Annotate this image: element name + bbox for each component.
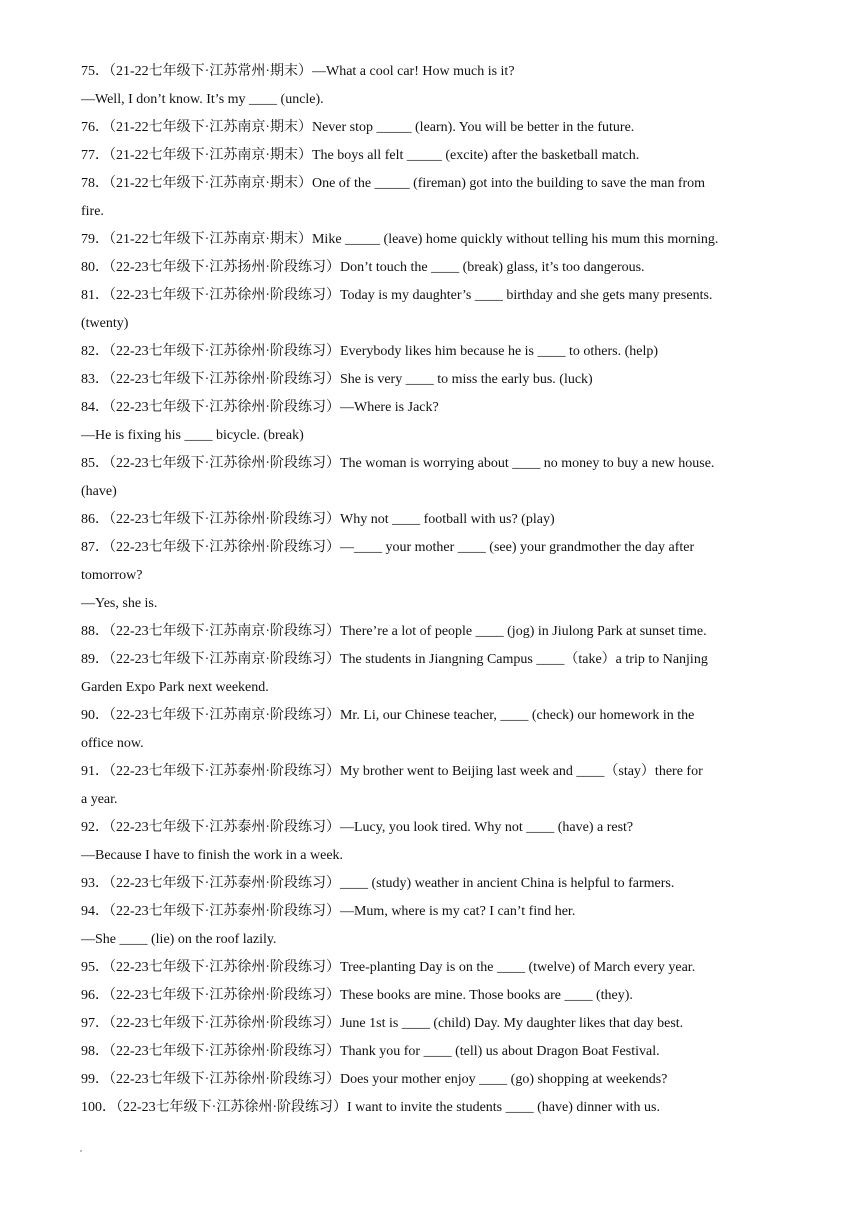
question-84-answer-line: —He is fixing his ____ bicycle. (break) (81, 428, 304, 443)
question-78-continuation: fire. (81, 204, 104, 219)
question-75: 75．（21-22七年级下·江苏常州·期末）—What a cool car! How much is it? (81, 64, 515, 79)
question-92-answer-line: —Because I have to finish the work in a week. (81, 848, 344, 863)
question-81-continuation: (twenty) (81, 316, 129, 331)
question-76: 76．（21-22七年级下·江苏南京·期末）Never stop _____ (learn). You will be better in the future. (81, 120, 635, 135)
question-90-continuation: office now. (81, 736, 144, 751)
question-80: 80．（22-23七年级下·江苏扬州·阶段练习）Don’t touch the ____ (break) glass, it’s too dangerous. (81, 260, 645, 275)
question-91: 91．（22-23七年级下·江苏泰州·阶段练习）My brother went to Beijing last week and ____（stay）there for (81, 764, 703, 779)
question-87-continuation: tomorrow? (81, 568, 143, 583)
question-89: 89．（22-23七年级下·江苏南京·阶段练习）The students in Jiangning Campus ____（take）a trip to Nanjing (81, 652, 708, 667)
question-90: 90．（22-23七年级下·江苏南京·阶段练习）Mr. Li, our Chinese teacher, ____ (check) our homework in the (81, 708, 695, 723)
question-83: 83．（22-23七年级下·江苏徐州·阶段练习）She is very ____ to miss the early bus. (luck) (81, 372, 593, 387)
question-86: 86．（22-23七年级下·江苏徐州·阶段练习）Why not ____ football with us? (play) (81, 512, 555, 527)
question-96: 96．（22-23七年级下·江苏徐州·阶段练习）These books are mine. Those books are ____ (they). (81, 988, 633, 1003)
page-footer-mark (80, 1150, 82, 1152)
question-list (81, 58, 781, 1122)
question-98: 98．（22-23七年级下·江苏徐州·阶段练习）Thank you for ____ (tell) us about Dragon Boat Festival. (81, 1044, 660, 1059)
question-85-continuation: (have) (81, 484, 117, 499)
question-93: 93．（22-23七年级下·江苏泰州·阶段练习）____ (study) weather in ancient China is helpful to farmers. (81, 876, 675, 891)
question-91-continuation: a year. (81, 792, 118, 807)
question-95: 95．（22-23七年级下·江苏徐州·阶段练习）Tree-planting Day is on the ____ (twelve) of March every year. (81, 960, 696, 975)
question-97: 97．（22-23七年级下·江苏徐州·阶段练习）June 1st is ____ (child) Day. My daughter likes that day best. (81, 1016, 684, 1031)
question-78: 78．（21-22七年级下·江苏南京·期末）One of the _____ (fireman) got into the building to save the man from (81, 176, 706, 191)
question-84: 84．（22-23七年级下·江苏徐州·阶段练习）—Where is Jack? (81, 400, 439, 415)
question-94: 94．（22-23七年级下·江苏泰州·阶段练习）—Mum, where is my cat? I can’t find her. (81, 904, 576, 919)
question-92: 92．（22-23七年级下·江苏泰州·阶段练习）—Lucy, you look tired. Why not ____ (have) a rest? (81, 820, 634, 835)
question-82: 82．（22-23七年级下·江苏徐州·阶段练习）Everybody likes him because he is ____ to others. (help) (81, 344, 659, 359)
question-94-answer-line: —She ____ (lie) on the roof lazily. (81, 932, 277, 947)
question-85: 85．（22-23七年级下·江苏徐州·阶段练习）The woman is worrying about ____ no money to buy a new house. (81, 456, 715, 471)
question-79: 79．（21-22七年级下·江苏南京·期末）Mike _____ (leave) home quickly without telling his mum this morning. (81, 232, 719, 247)
question-100: 100．（22-23七年级下·江苏徐州·阶段练习）I want to invite the students ____ (have) dinner with us. (81, 1100, 660, 1115)
question-75-answer-line: —Well, I don’t know. It’s my ____ (uncle). (81, 92, 324, 107)
question-88: 88．（22-23七年级下·江苏南京·阶段练习）There’re a lot of people ____ (jog) in Jiulong Park at sunset time. (81, 624, 707, 639)
question-89-continuation: Garden Expo Park next weekend. (81, 680, 269, 695)
question-87-answer-line: —Yes, she is. (81, 596, 158, 611)
question-99: 99．（22-23七年级下·江苏徐州·阶段练习）Does your mother enjoy ____ (go) shopping at weekends? (81, 1072, 668, 1087)
question-77: 77．（21-22七年级下·江苏南京·期末）The boys all felt _____ (excite) after the basketball match. (81, 148, 640, 163)
question-87: 87．（22-23七年级下·江苏徐州·阶段练习）—____ your mother ____ (see) your grandmother the day after (81, 540, 695, 555)
question-81: 81．（22-23七年级下·江苏徐州·阶段练习）Today is my daughter’s ____ birthday and she gets many presents. (81, 288, 713, 303)
